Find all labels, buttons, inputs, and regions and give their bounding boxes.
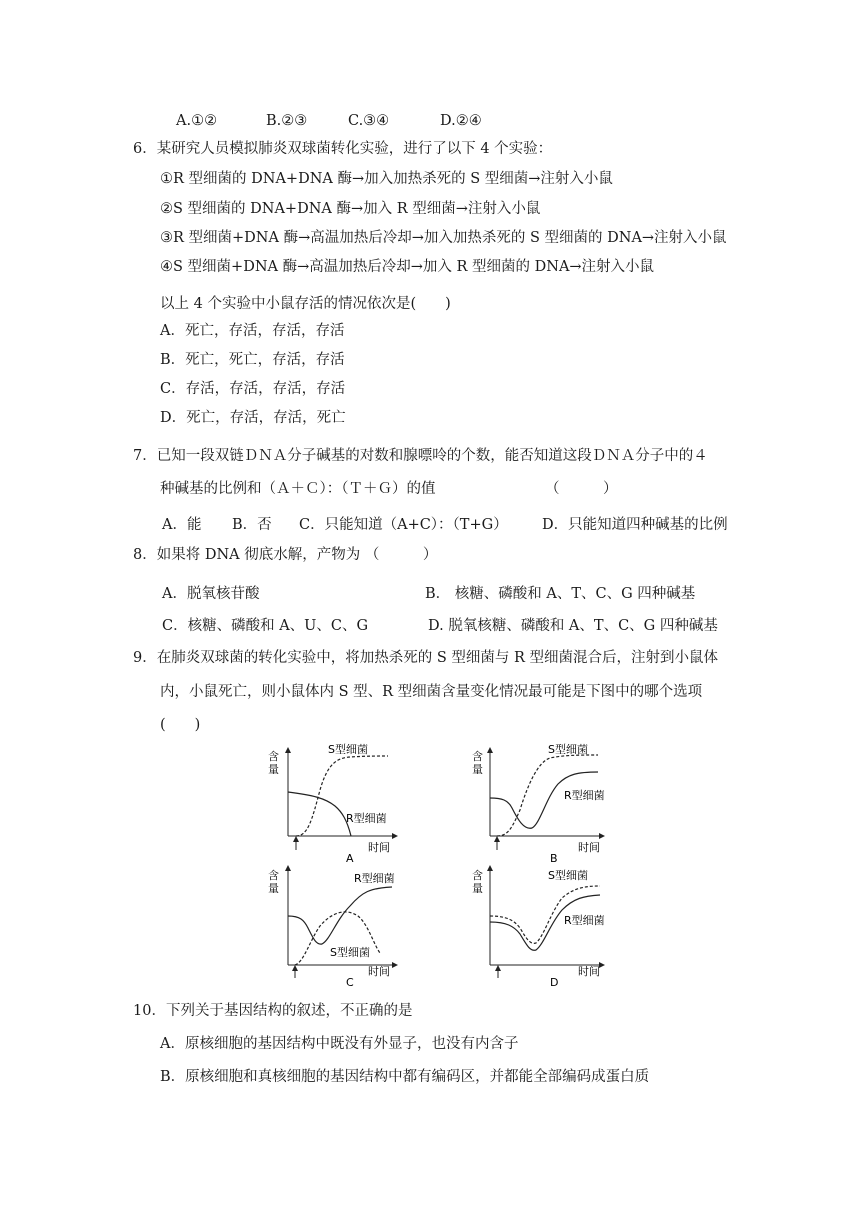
q6-question: 以上 4 个实验中小鼠存活的情况依次是( ) [160, 296, 451, 312]
ylabel-char-1: 含 [472, 869, 483, 882]
graph-panel-a [268, 742, 395, 865]
q8-option-a: A．脱氧核苷酸 [162, 586, 260, 602]
q10-option-a: A．原核细胞的基因结构中既没有外显子，也没有内含子 [160, 1036, 519, 1052]
q6-experiment-3: ③R 型细菌+DNA 酶→高温加热后冷却→加入加热杀死的 S 型细菌的 DNA→注射入小鼠 [160, 230, 727, 246]
q6-option-b: B．死亡，死亡，存活，存活 [160, 352, 345, 368]
q8-option-d: D. 脱氧核糖、磷酸和 A、T、C、G 四种碱基 [428, 618, 718, 634]
q9-line-2: 内，小鼠死亡，则小鼠体内 S 型、R 型细菌含量变化情况最可能是下图中的哪个选项 [160, 684, 703, 700]
q8-option-c: C．核糖、磷酸和 A、U、C、G [162, 618, 369, 634]
q8-option-b: B． 核糖、磷酸和 A、T、C、G 四种碱基 [425, 586, 696, 602]
q10-option-b: B．原核细胞和真核细胞的基因结构中都有编码区，并都能全部编码成蛋白质 [160, 1069, 650, 1085]
q9-line-1: 9．在肺炎双球菌的转化实验中，将加热杀死的 S 型细菌与 R 型细菌混合后，注射到小鼠体 [133, 650, 719, 666]
q10-stem: 10．下列关于基因结构的叙述，不正确的是 [133, 1003, 413, 1019]
s-label: S型细菌 [330, 946, 370, 959]
r-label: R型细菌 [354, 872, 395, 885]
s-label: S型细菌 [548, 743, 588, 756]
panel-label-b: B [550, 852, 558, 865]
panel-label-c: C [346, 976, 354, 989]
q6-experiment-4: ④S 型细菌+DNA 酶→高温加热后冷却→加入 R 型细菌的 DNA→注射入小鼠 [160, 259, 655, 275]
r-label: R型细菌 [564, 789, 605, 802]
q7-line-2: 种碱基的比例和（Ａ＋Ｃ）：（Ｔ＋Ｇ）的值 [160, 481, 436, 497]
q9-graphs-figure [250, 740, 630, 990]
q6-experiment-2: ②S 型细菌的 DNA+DNA 酶→加入 R 型细菌→注射入小鼠 [160, 201, 541, 217]
r-label: R型细菌 [564, 914, 605, 927]
q6-option-a: A．死亡，存活，存活，存活 [160, 323, 345, 339]
panel-label-a: A [346, 852, 354, 865]
q6-option-d: D．死亡，存活，存活，死亡 [160, 410, 346, 426]
q5-option-d: D.②④ [440, 113, 482, 129]
ylabel-char-1: 含 [472, 750, 483, 763]
panel-label-d: D [550, 976, 559, 989]
xlabel: 时间 [368, 965, 390, 978]
ylabel-char-2: 量 [268, 763, 279, 776]
ylabel-char-1: 含 [268, 750, 279, 763]
s-label: S型细菌 [328, 743, 368, 756]
q6-experiment-1: ①R 型细菌的 DNA+DNA 酶→加入加热杀死的 S 型细菌→注射入小鼠 [160, 171, 613, 187]
q6-stem: 6．某研究人员模拟肺炎双球菌转化实验，进行了以下 4 个实验： [133, 141, 553, 157]
q5-option-a: A.①② [176, 113, 218, 129]
graph-panel-b [472, 742, 605, 865]
q6-option-c: C．存活，存活，存活，存活 [160, 381, 346, 397]
q5-option-b: B.②③ [266, 113, 308, 129]
xlabel: 时间 [578, 965, 600, 978]
q8-stem: 8．如果将 DNA 彻底水解，产物为 （ ） [133, 547, 438, 563]
s-label: S型细菌 [548, 869, 588, 882]
q9-answer-paren: ( ) [160, 717, 201, 733]
q7-line-1: 7．已知一段双链ＤＮＡ分子碱基的对数和腺嘌呤的个数，能否知道这段ＤＮＡ分子中的４ [133, 448, 708, 464]
xlabel: 时间 [368, 841, 390, 854]
q7-option-c: C．只能知道（A+C）：（T+G） [299, 517, 508, 533]
xlabel: 时间 [578, 841, 600, 854]
q7-answer-paren: （ ） [545, 481, 618, 497]
r-curve [288, 792, 351, 836]
ylabel-char-2: 量 [472, 763, 483, 776]
graph-panel-d [472, 868, 605, 989]
ylabel-char-2: 量 [268, 882, 279, 895]
r-curve [288, 887, 392, 944]
graph-panel-c [268, 868, 395, 989]
r-label: R型细菌 [346, 812, 387, 825]
q7-option-b: B．否 [232, 517, 272, 533]
ylabel-char-2: 量 [472, 882, 483, 895]
ylabel-char-1: 含 [268, 869, 279, 882]
q7-option-a: A．能 [162, 517, 202, 533]
q7-option-d: D．只能知道四种碱基的比例 [542, 517, 728, 533]
q5-option-c: C.③④ [348, 113, 390, 129]
